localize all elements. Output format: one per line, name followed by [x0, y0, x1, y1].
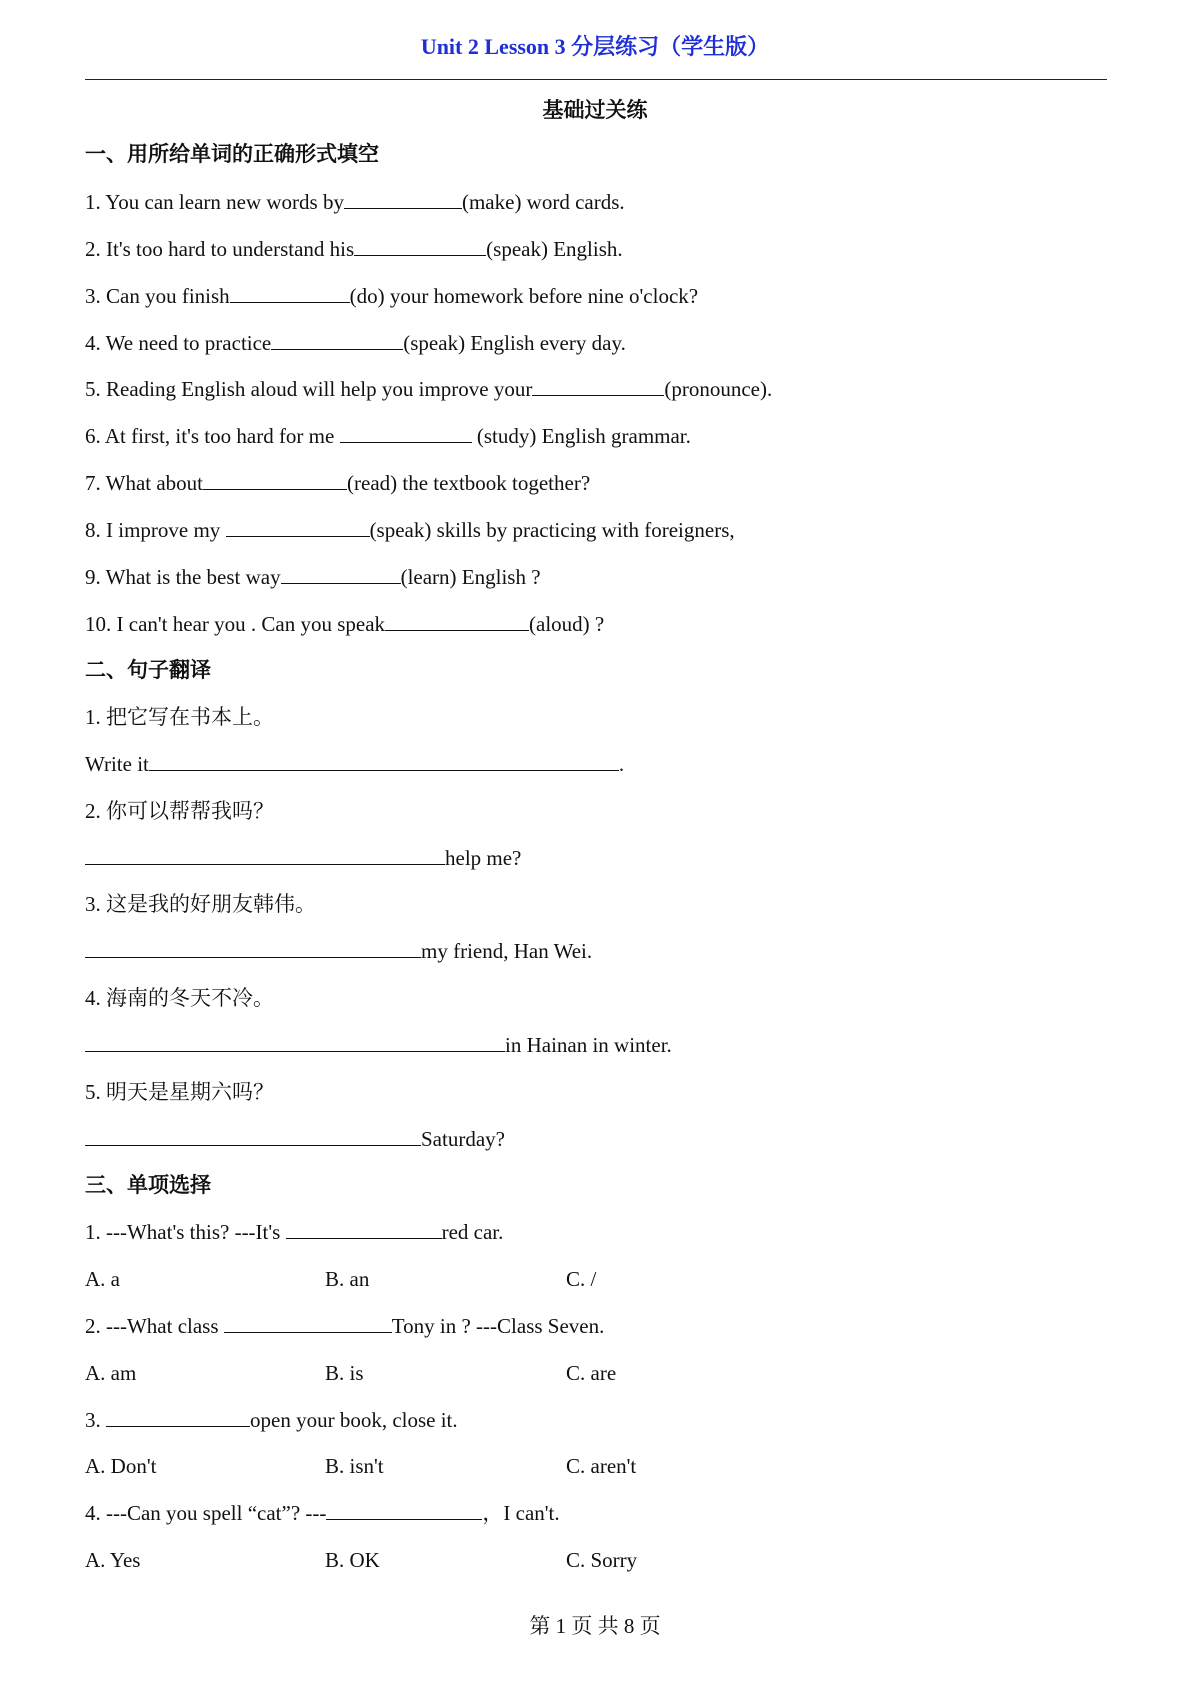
s1-question-10: 10. I can't hear you . Can you speak (aloud) ? [85, 612, 605, 636]
s3-question-1: 1. ---What's this? ---It's red car. [85, 1220, 504, 1244]
option-b[interactable]: B. an [325, 1267, 370, 1291]
answer-blank[interactable] [85, 937, 421, 958]
answer-blank[interactable] [226, 516, 370, 537]
s1-question-2: 2. It's too hard to understand his (speak) English. [85, 237, 623, 261]
option-c[interactable]: C. aren't [566, 1454, 637, 1478]
s2-prompt-1: 1. 把它写在书本上。 [85, 705, 274, 729]
option-c[interactable]: C. are [566, 1361, 617, 1385]
s1-question-3: 3. Can you finish (do) your homework before nine o'clock? [85, 284, 699, 308]
answer-blank[interactable] [340, 422, 472, 443]
s2-answer-5: Saturday? [85, 1125, 505, 1153]
answer-blank[interactable] [344, 188, 462, 209]
option-a[interactable]: A. a [85, 1267, 120, 1291]
option-a[interactable]: A. am [85, 1361, 137, 1385]
answer-blank[interactable] [230, 282, 350, 303]
s1-question-4: 4. We need to practice (speak) English every day. [85, 331, 626, 355]
answer-blank[interactable] [85, 1125, 421, 1146]
option-b[interactable]: B. isn't [325, 1454, 384, 1478]
answer-blank[interactable] [85, 844, 445, 865]
section2-heading: 二、句子翻译 [85, 658, 211, 682]
section3-heading: 三、单项选择 [85, 1173, 211, 1197]
s2-prompt-4: 4. 海南的冬天不冷。 [85, 986, 274, 1010]
option-c[interactable]: C. Sorry [566, 1548, 638, 1572]
s3-question-4: 4. ---Can you spell “cat”? --- ，I can't. [85, 1501, 560, 1525]
option-a[interactable]: A. Yes [85, 1548, 141, 1572]
option-b[interactable]: B. is [325, 1361, 364, 1385]
answer-blank[interactable] [326, 1499, 482, 1520]
s1-question-6: 6. At first, it's too hard for me (study) English grammar. [85, 424, 691, 448]
answer-blank[interactable] [271, 329, 403, 350]
answer-blank[interactable] [106, 1406, 250, 1427]
s2-prompt-5: 5. 明天是星期六吗？ [85, 1080, 274, 1104]
answer-blank[interactable] [85, 1031, 505, 1052]
s3-question-2: 2. ---What class Tony in ? ---Class Seven. [85, 1314, 605, 1338]
answer-blank[interactable] [203, 469, 347, 490]
s2-answer-3: my friend, Han Wei. [85, 937, 592, 965]
page-title: Unit 2 Lesson 3 分层练习（学生版） [420, 34, 770, 59]
answer-blank[interactable] [385, 610, 529, 631]
s1-question-5: 5. Reading English aloud will help you improve your (pronounce). [85, 377, 773, 401]
s2-answer-4: in Hainan in winter. [85, 1031, 672, 1059]
answer-blank[interactable] [149, 750, 619, 771]
s1-question-1: 1. You can learn new words by (make) word cards. [85, 190, 625, 214]
answer-blank[interactable] [532, 375, 664, 396]
answer-blank[interactable] [354, 235, 486, 256]
s2-prompt-3: 3. 这是我的好朋友韩伟。 [85, 892, 316, 916]
s3-question-3: 3. open your book, close it. [85, 1408, 458, 1432]
section1-heading: 一、用所给单词的正确形式填空 [85, 142, 379, 166]
s2-answer-1: Write it . [85, 752, 625, 776]
answer-blank[interactable] [224, 1312, 392, 1333]
option-a[interactable]: A. Don't [85, 1454, 157, 1478]
header-divider [85, 79, 1107, 80]
option-b[interactable]: B. OK [325, 1548, 380, 1572]
section-group-title: 基础过关练 [542, 98, 648, 122]
page-number: 第 1 页 共 8 页 [529, 1614, 661, 1638]
s1-question-9: 9. What is the best way (learn) English ? [85, 565, 541, 589]
s2-prompt-2: 2. 你可以帮帮我吗？ [85, 799, 274, 823]
answer-blank[interactable] [286, 1218, 442, 1239]
s2-answer-2: help me? [85, 844, 521, 872]
s1-question-7: 7. What about (read) the textbook together? [85, 471, 591, 495]
option-c[interactable]: C. / [566, 1267, 597, 1291]
s1-question-8: 8. I improve my (speak) skills by practicing with foreigners, [85, 518, 735, 542]
answer-blank[interactable] [281, 563, 401, 584]
